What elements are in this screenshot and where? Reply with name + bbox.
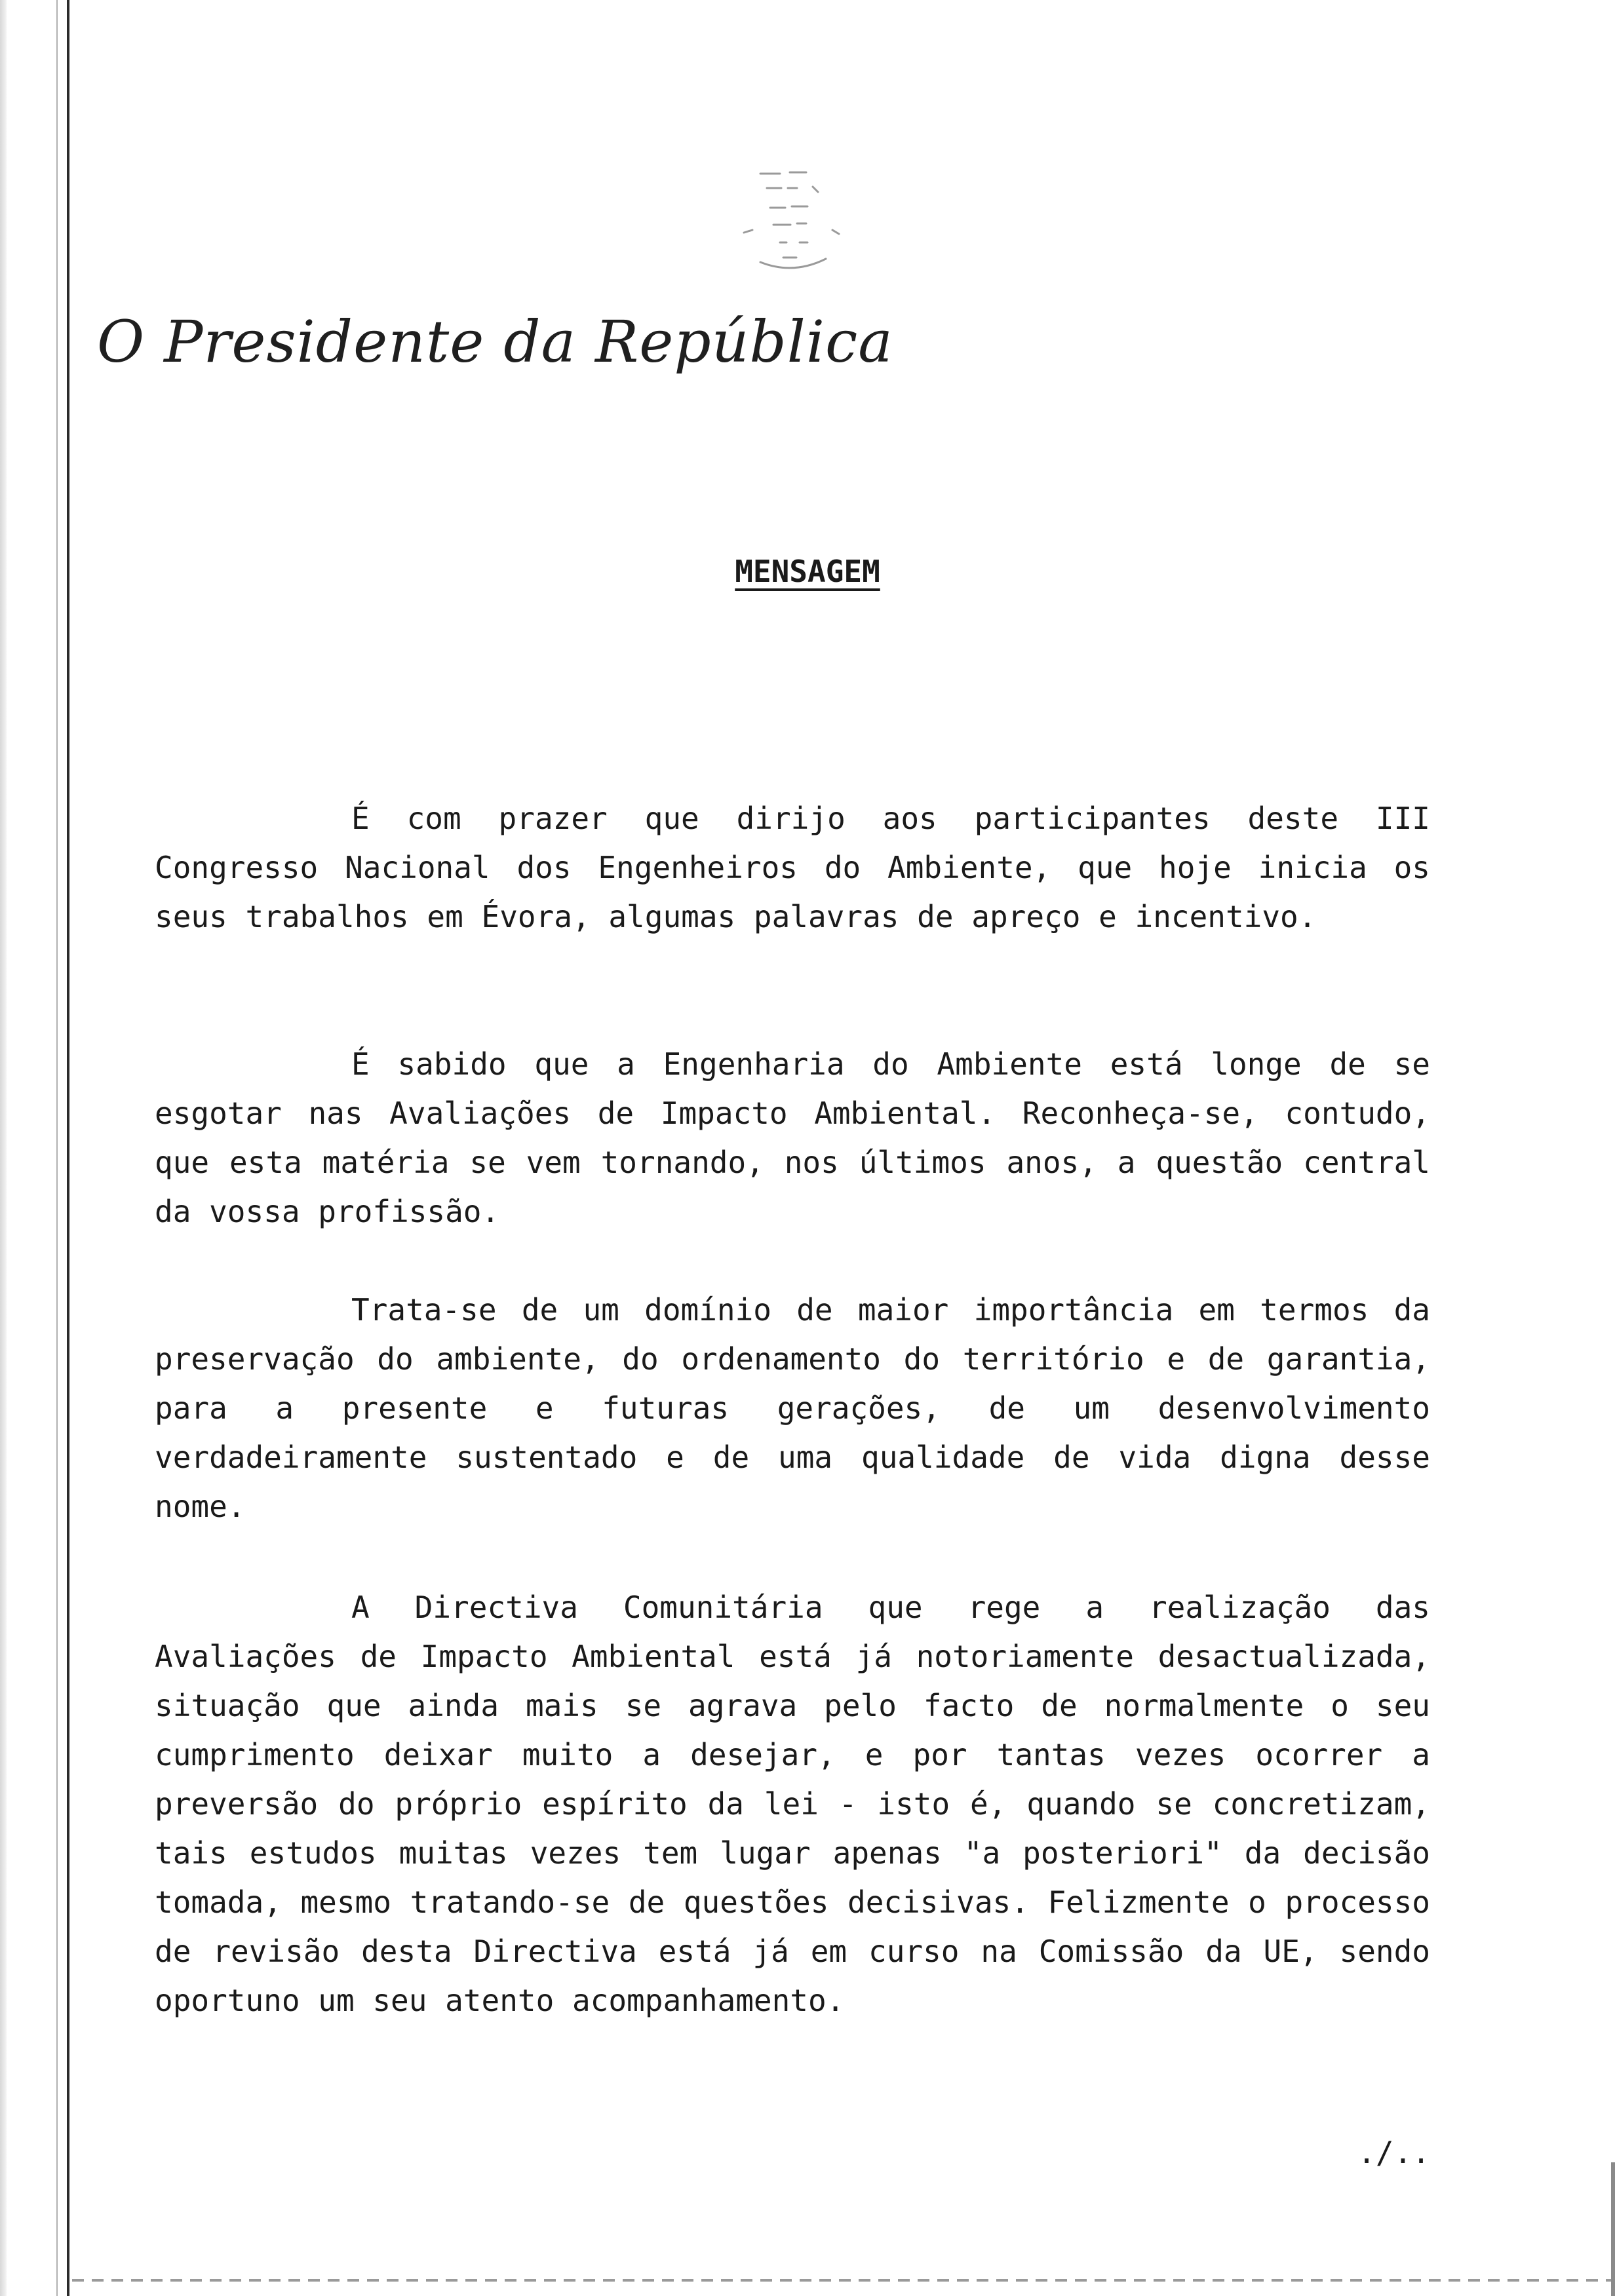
document-title: MENSAGEM bbox=[735, 554, 880, 589]
continuation-mark: ./.. bbox=[1357, 2135, 1430, 2170]
paragraph-text: A Directiva Comunitária que rege a realização das Avaliações de Impacto Ambiental está já notoriamente desactualizada, situação que ainda mais se agrava pelo facto de normalmente o seu cumprimento deixar muito a desejar, e por tantas vezes ocorrer a preversão do próprio espírito da lei - isto é, quando se concretizam, tais estudos muitas vezes tem lugar apenas "a posteriori" da decisão tomada, mesmo tratando-se de questões decisivas. Felizmente o processo de revisão desta Directiva está já em curso na Comissão da UE, sendo oportuno um seu atento acompanhamento. bbox=[155, 1590, 1430, 2018]
scan-edge-left bbox=[0, 0, 7, 2296]
paragraph-3 bbox=[155, 1286, 1430, 1531]
scan-edge-bottom bbox=[72, 2279, 1615, 2282]
binding-shadow bbox=[56, 0, 58, 2296]
paragraph-text: É com prazer que dirijo aos participantes deste III Congresso Nacional dos Engenheiros do Ambiente, que hoje inicia os seus trabalhos em Évora, algumas palavras de apreço e incentivo. bbox=[155, 801, 1430, 934]
paragraph-4 bbox=[155, 1583, 1430, 2025]
scan-edge-right bbox=[1611, 2162, 1615, 2296]
paragraph-text: É sabido que a Engenharia do Ambiente está longe de se esgotar nas Avaliações de Impacto Ambiental. Reconheça-se, contudo, que esta matéria se vem tornando, nos últimos anos, a questão central da vossa profissão. bbox=[155, 1046, 1430, 1229]
paragraph-2 bbox=[155, 1040, 1430, 1236]
paragraph-1 bbox=[155, 794, 1430, 942]
paragraph-text: Trata-se de um domínio de maior importância em termos da preservação do ambiente, do ordenamento do território e de garantia, para a presente e futuras gerações, de um desenvolvimento verdadeiramente sustentado e de uma qualidade de vida digna desse nome. bbox=[155, 1292, 1430, 1524]
coat-of-arms-emblem bbox=[734, 147, 865, 292]
page-border-left bbox=[67, 0, 69, 2296]
letterhead: O Presidente da República bbox=[97, 308, 893, 375]
